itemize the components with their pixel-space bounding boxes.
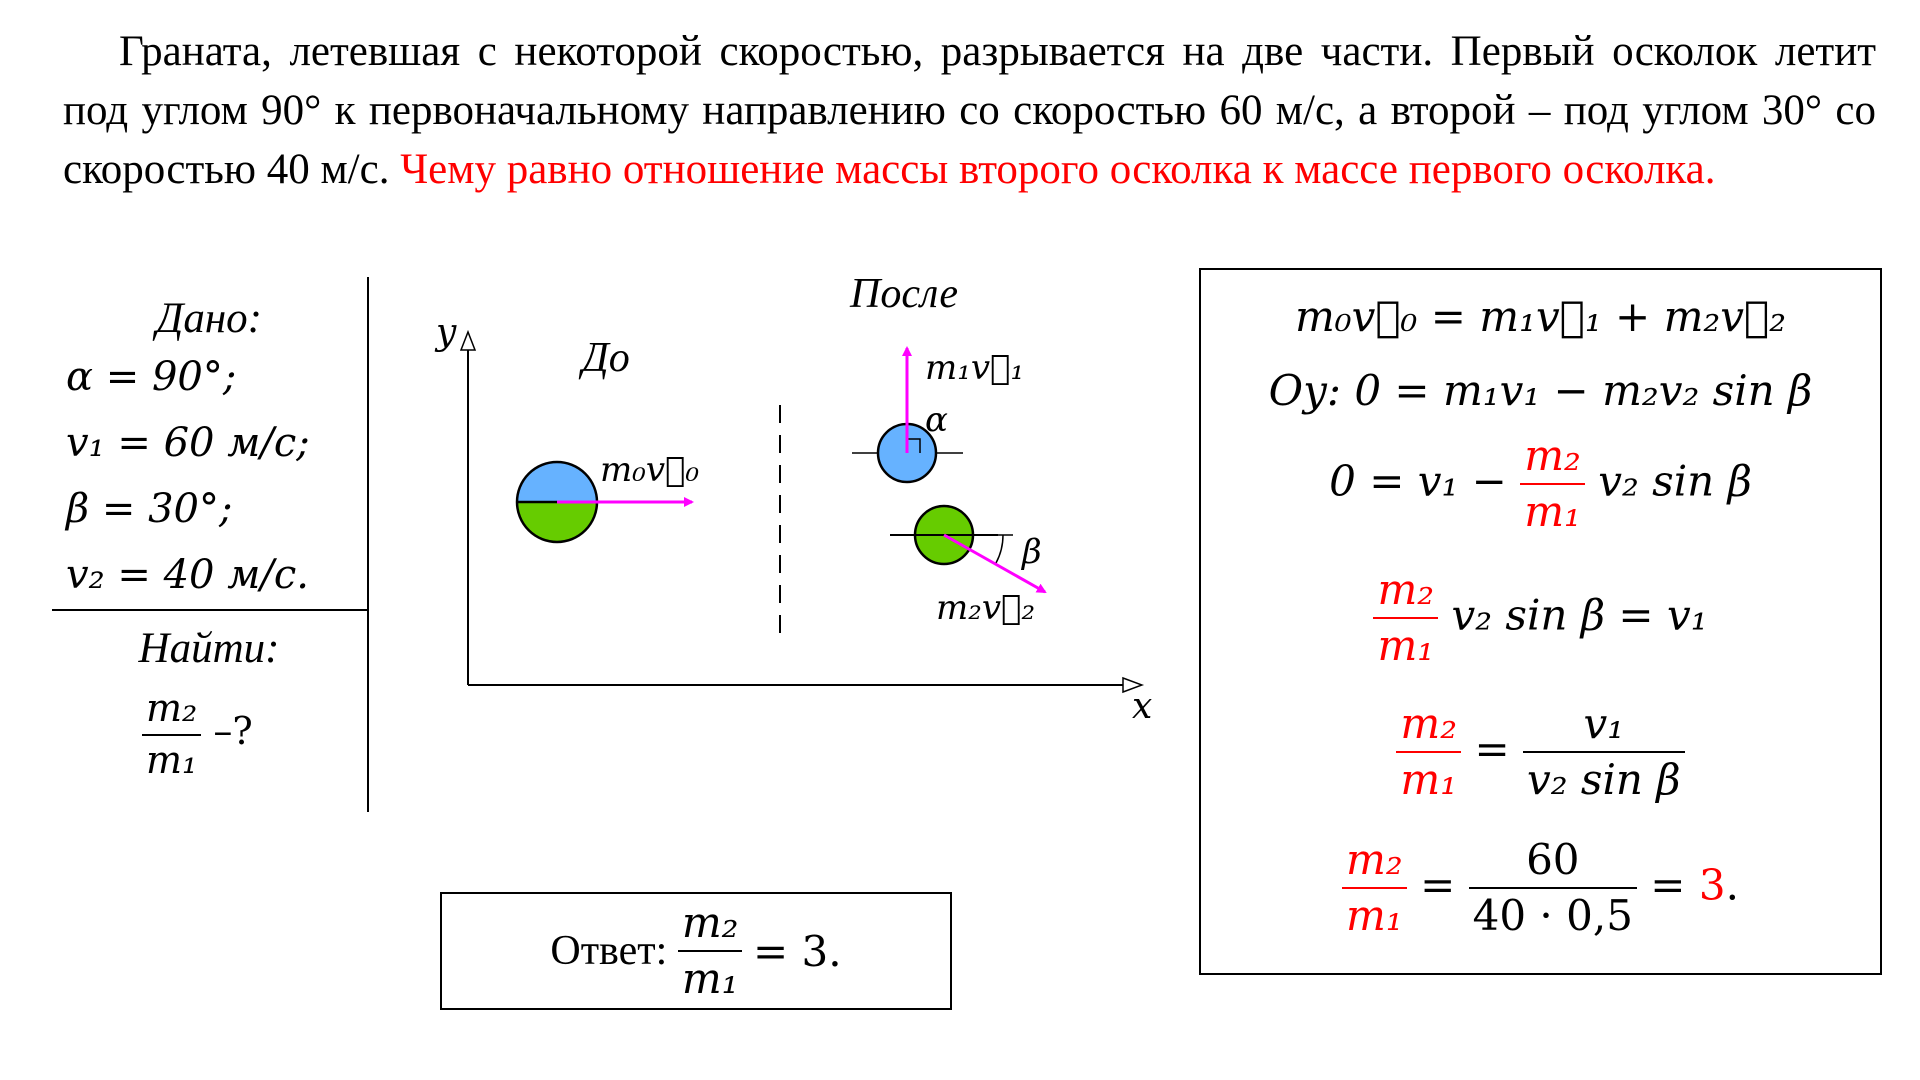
line6-right-fraction <box>1469 836 1637 941</box>
find-heading: Найти: <box>138 625 280 672</box>
axis-y-label: y <box>436 312 457 353</box>
line5-rden: v₂ sin β <box>1527 755 1681 805</box>
fraction-bar <box>1373 617 1438 619</box>
line4-num: m₂ <box>1377 565 1435 614</box>
answer-box <box>440 892 952 1010</box>
label-m1v1: m₁v⃗₁ <box>925 348 1025 388</box>
line6-eq: = <box>1420 860 1456 910</box>
given-divider-horizontal <box>52 609 368 611</box>
axis-x-label: x <box>1132 686 1153 727</box>
answer-den: m₁ <box>681 954 739 1003</box>
fraction-bar <box>142 734 201 736</box>
beta-arc <box>996 535 1003 563</box>
line3-right: v₂ sin β <box>1598 456 1752 506</box>
solution-line-6 <box>1201 836 1880 941</box>
line6-num: m₂ <box>1346 835 1403 884</box>
find-expression <box>142 687 253 782</box>
line6-result: 3 <box>1698 860 1726 910</box>
fraction-bar <box>1342 887 1407 889</box>
line6-end: . <box>1725 860 1739 910</box>
given-item-beta: β = 30°; <box>66 486 233 532</box>
line6-eq2: = <box>1650 860 1686 910</box>
line4-right: v₂ sin β = v₁ <box>1451 590 1708 640</box>
solution-line-1: m₀v⃗₀ = m₁v⃗₁ + m₂v⃗₂ <box>1294 292 1787 341</box>
fraction-bar <box>678 950 743 952</box>
fraction-bar <box>1396 751 1461 753</box>
label-alpha: α <box>925 400 948 440</box>
fraction-bar <box>1520 483 1585 485</box>
problem-statement: Граната, летевшая с некоторой скоростью, разрывается на две части. Первый осколок летит под углом 90° к первоначальному направлению со скоростью 60 м/с, а второй – под углом 30° со скоростью 40 м/с. <box>63 28 1876 193</box>
label-m2v2: m₂v⃗₂ <box>936 588 1036 628</box>
label-m0v0: m₀v⃗₀ <box>600 450 700 490</box>
given-block <box>50 272 368 812</box>
line3-den: m₁ <box>1524 487 1581 537</box>
line6-fraction <box>1342 836 1407 941</box>
line5-rnum: v₁ <box>1583 699 1625 748</box>
given-item-alpha: α = 90°; <box>66 354 237 400</box>
problem-question: Чему равно отношение массы второго осколка к массе первого осколка. <box>400 146 1716 193</box>
line4-den: m₁ <box>1377 621 1435 671</box>
solution-line-4 <box>1201 566 1880 671</box>
answer-result: = 3. <box>752 926 842 976</box>
find-num: m₂ <box>146 686 198 730</box>
line3-left: 0 = v₁ − <box>1329 456 1507 506</box>
line6-den: m₁ <box>1346 891 1403 941</box>
line5-num: m₂ <box>1400 699 1458 748</box>
line5-right-fraction <box>1523 700 1685 805</box>
answer-fraction <box>678 899 743 1004</box>
grenade-top-half <box>517 462 597 502</box>
line6-rden: 40 · 0,5 <box>1472 891 1633 941</box>
given-item-v1: v₁ = 60 м/с; <box>66 420 310 466</box>
label-beta: β <box>1022 532 1042 572</box>
line4-fraction <box>1373 566 1438 671</box>
y-axis-arrow <box>461 332 475 350</box>
line5-fraction <box>1396 700 1461 805</box>
solution-line-2: Oy: 0 = m₁v₁ − m₂v₂ sin β <box>1268 366 1813 415</box>
fraction-bar <box>1469 887 1637 889</box>
problem-text <box>63 22 1876 199</box>
line3-fraction <box>1520 432 1585 537</box>
given-divider-vertical <box>367 277 369 812</box>
solution-line-3 <box>1201 432 1880 537</box>
grenade-bottom-half <box>517 502 597 542</box>
find-fraction <box>142 687 201 782</box>
given-item-v2: v₂ = 40 м/с. <box>66 552 309 598</box>
answer-num: m₂ <box>681 897 739 947</box>
given-heading: Дано: <box>155 295 262 342</box>
label-after: После <box>850 271 958 317</box>
line5-eq: = <box>1474 724 1510 774</box>
line5-den: m₁ <box>1400 755 1458 805</box>
solution-box <box>1199 268 1882 975</box>
answer-prefix: Ответ: <box>550 928 668 974</box>
find-suffix: –? <box>213 709 253 754</box>
find-den: m₁ <box>146 737 198 782</box>
line3-num: m₂ <box>1524 431 1581 480</box>
fraction-bar <box>1523 751 1685 753</box>
line6-rnum: 60 <box>1526 835 1580 884</box>
solution-line-5 <box>1201 700 1880 805</box>
diagram-svg <box>420 270 1180 740</box>
label-before: До <box>582 335 630 381</box>
diagram <box>420 270 1180 740</box>
